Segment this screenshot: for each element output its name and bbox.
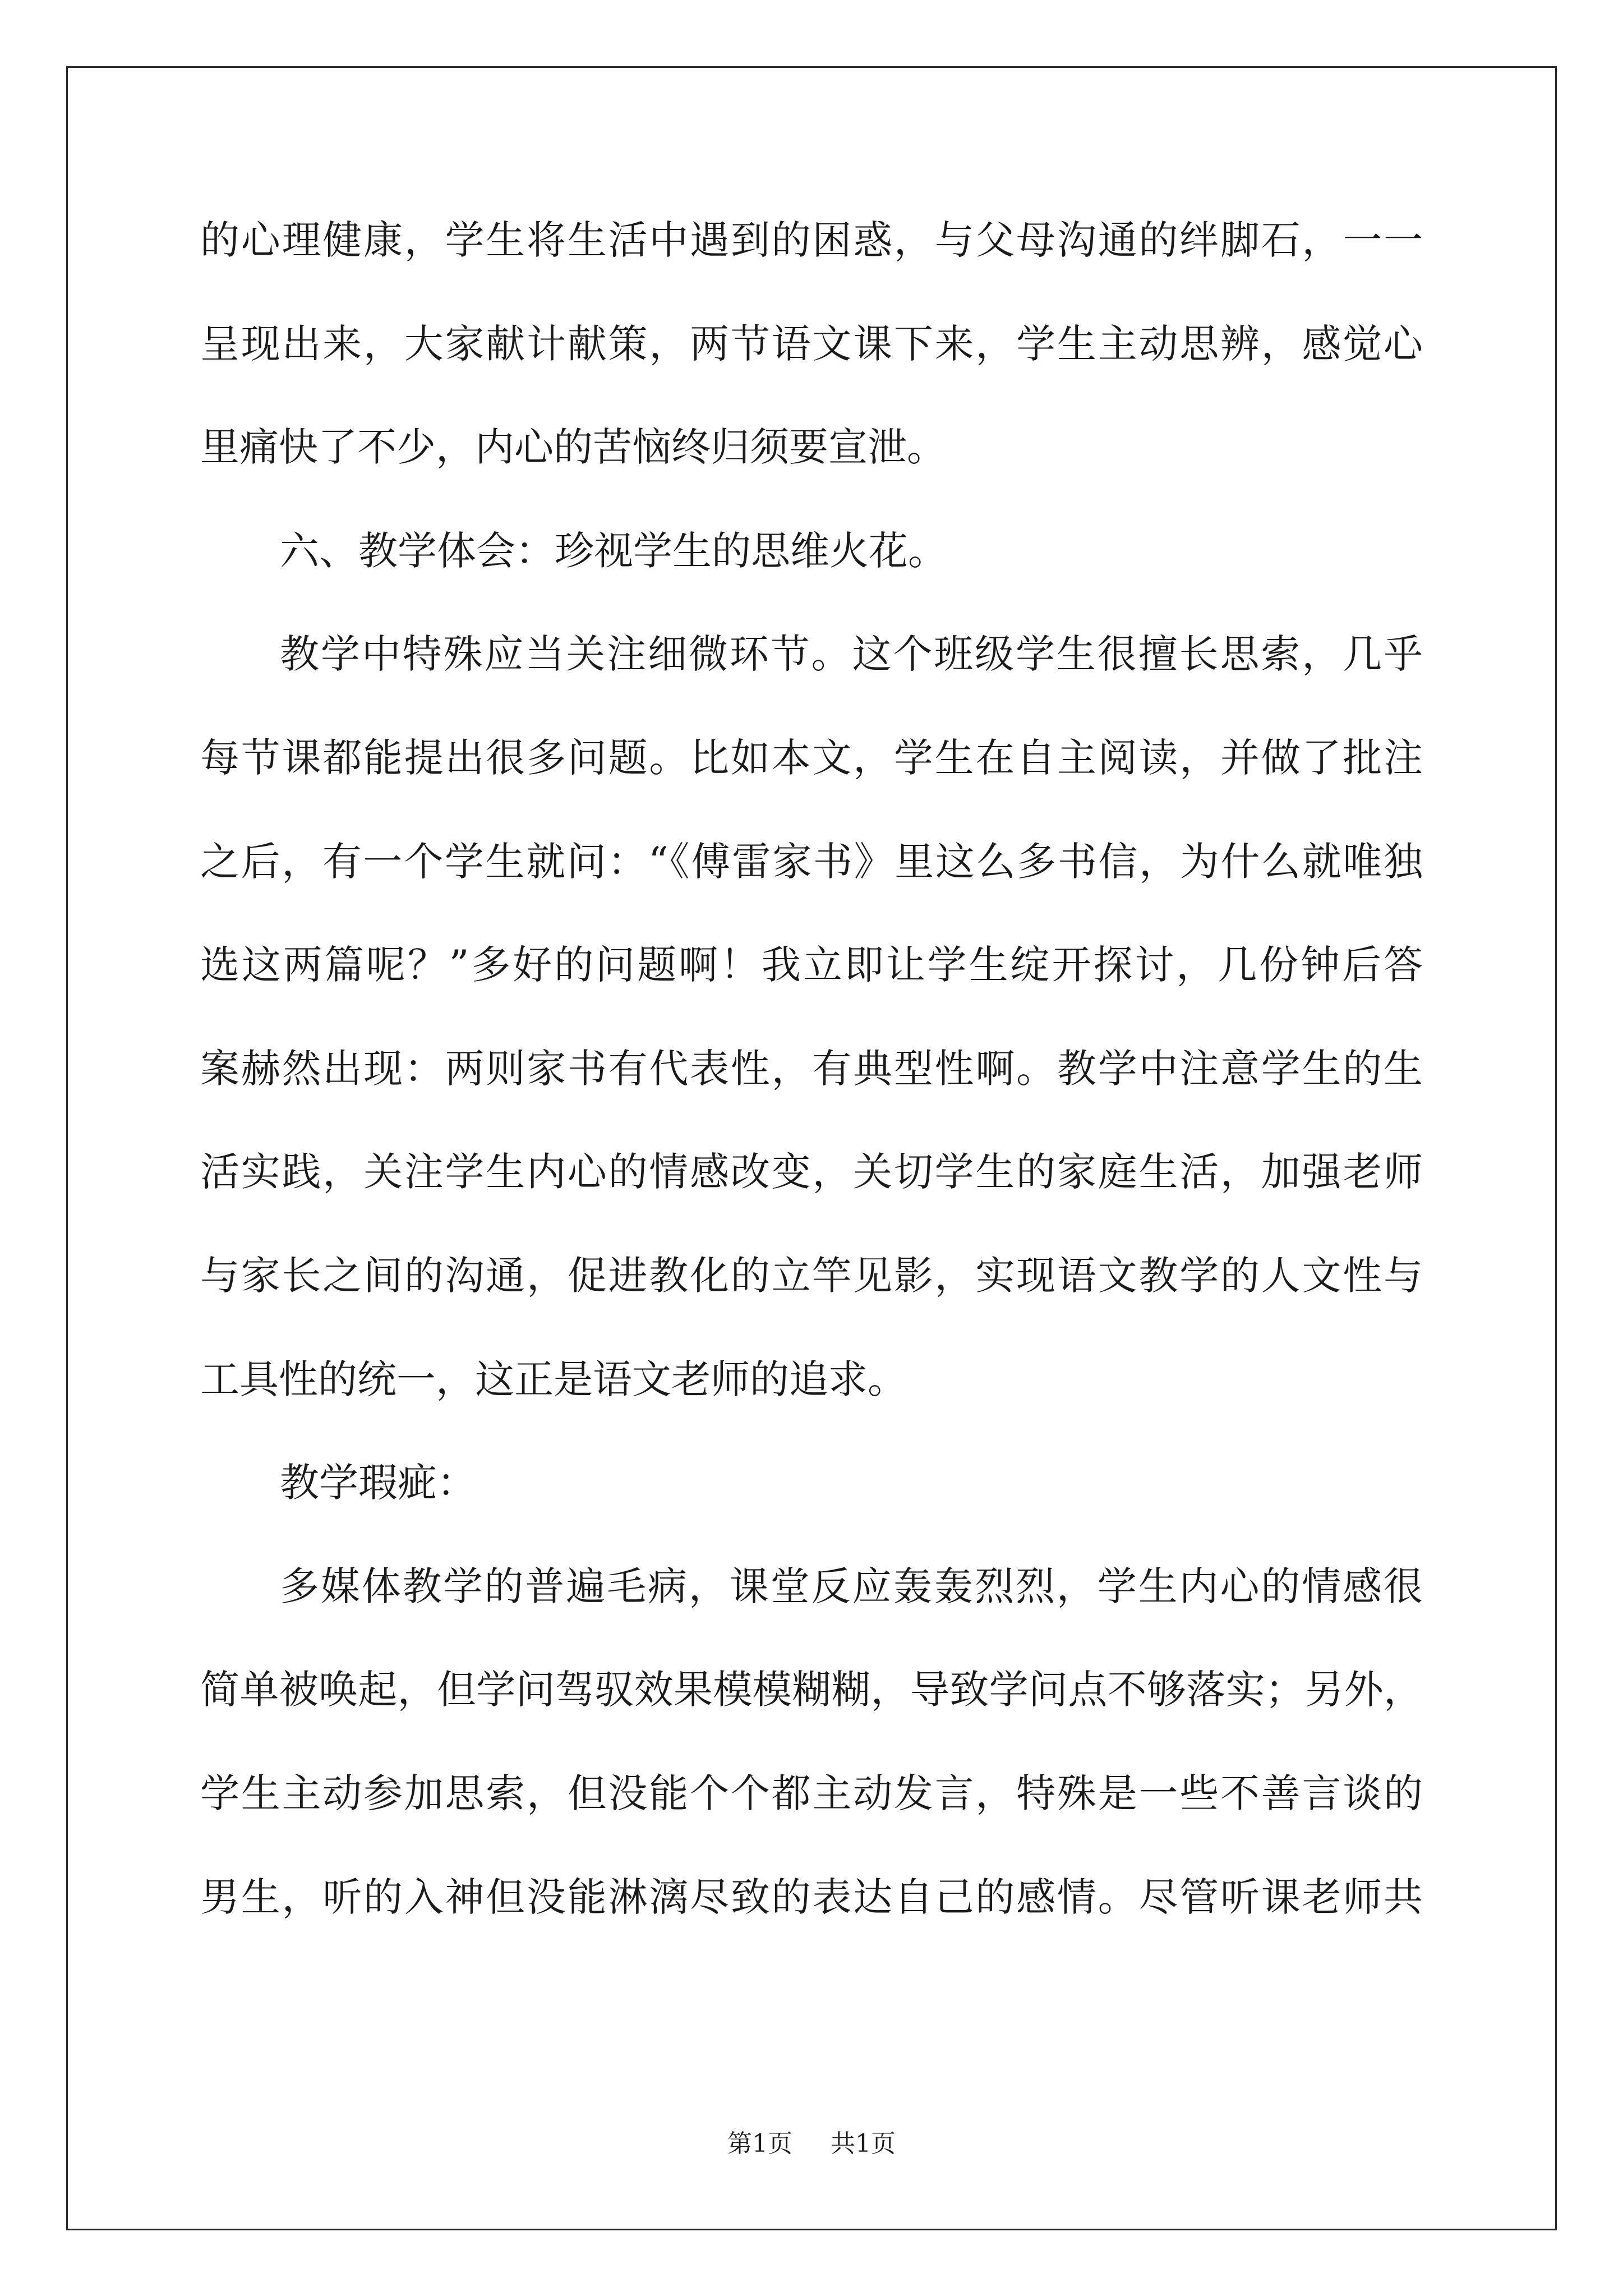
- text-line: 呈现出来，大家献计献策，两节语文课下来，学生主动思辨，感觉心: [200, 320, 1423, 367]
- text-line: 简单被唤起，但学问驾驭效果模模糊糊，导致学问点不够落实；另外，: [200, 1667, 1423, 1713]
- text-line: 里痛快了不少，内心的苦恼终归须要宣泄。: [200, 424, 946, 471]
- text-line: 活实践，关注学生内心的情感改变，关切学生的家庭生活，加强老师: [200, 1149, 1423, 1195]
- text-line: 教学中特殊应当关注细微环节。这个班级学生很擅长思索，几乎: [280, 631, 1423, 678]
- page-number-total: 共1页: [831, 2129, 896, 2158]
- text-line: 案赫然出现：两则家书有代表性，有典型性啊。教学中注意学生的生: [200, 1045, 1423, 1092]
- text-line: 与家长之间的沟通，促进教化的立竿见影，实现语文教学的人文性与: [200, 1252, 1423, 1299]
- text-line: 每节课都能提出很多问题。比如本文，学生在自主阅读，并做了批注: [200, 734, 1423, 781]
- text-line: 工具性的统一，这正是语文老师的追求。: [200, 1356, 907, 1402]
- text-line: 多媒体教学的普遍毛病，课堂反应轰轰烈烈，学生内心的情感很: [280, 1563, 1423, 1609]
- page-number-current: 第1页: [727, 2129, 792, 2158]
- section-heading: 六、教学体会：珍视学生的思维火花。: [280, 527, 947, 574]
- text-line: 之后，有一个学生就问：“《傅雷家书》里这么多书信，为什么就唯独: [200, 838, 1423, 885]
- text-line: 学生主动参加思索，但没能个个都主动发言，特殊是一些不善言谈的: [200, 1770, 1423, 1816]
- section-heading: 教学瑕疵：: [280, 1460, 476, 1506]
- text-line: 选这两篇呢？”多好的问题啊！我立即让学生绽开探讨，几份钟后答: [200, 942, 1423, 988]
- document-body: [200, 212, 1423, 1972]
- text-line: 的心理健康，学生将生活中遇到的困惑，与父母沟通的绊脚石，一一: [200, 217, 1423, 263]
- page-footer: [0, 2127, 1623, 2161]
- text-line: 男生，听的入神但没能淋漓尽致的表达自己的感情。尽管听课老师共: [200, 1874, 1423, 1920]
